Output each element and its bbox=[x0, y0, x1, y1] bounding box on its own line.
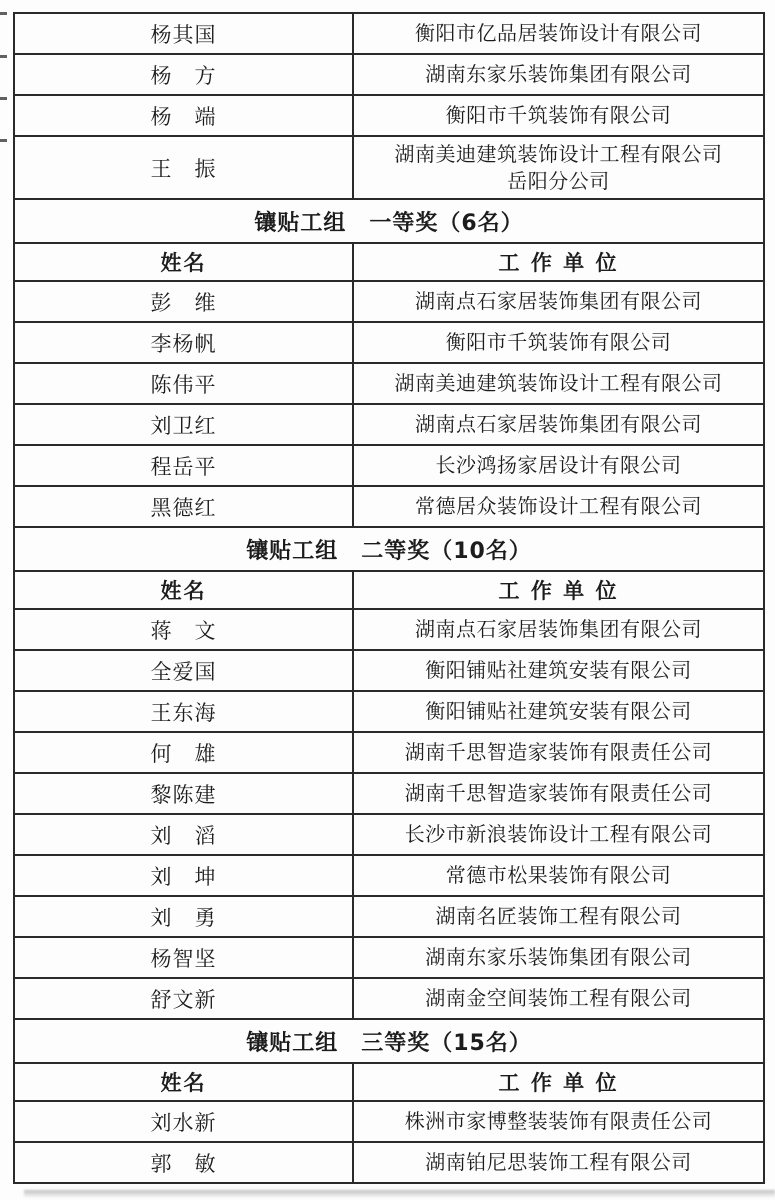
unit-line: 衡阳市千筑装饰有限公司 bbox=[445, 330, 672, 354]
table-row bbox=[14, 322, 764, 363]
table-row bbox=[14, 54, 764, 95]
table-row bbox=[14, 1142, 764, 1183]
column-header-row bbox=[14, 1063, 764, 1101]
unit-line: 湖南点石家居装饰集团有限公司 bbox=[415, 412, 702, 436]
unit-cell bbox=[353, 609, 764, 650]
unit-line: 常德居众装饰设计工程有限公司 bbox=[415, 494, 702, 518]
unit-cell bbox=[353, 95, 764, 136]
unit-line: 衡阳铺贴社建筑安装有限公司 bbox=[425, 658, 692, 682]
table-row bbox=[14, 445, 764, 486]
name-cell: 程岳平 bbox=[14, 445, 353, 486]
column-header-unit: 工 作 单 位 bbox=[353, 571, 764, 609]
name-cell: 杨其国 bbox=[14, 13, 353, 54]
section-title-cell: 镶贴工组 一等奖（6名） bbox=[14, 199, 764, 243]
name-cell: 陈伟平 bbox=[14, 363, 353, 404]
unit-line: 湖南铂尼思装饰工程有限公司 bbox=[425, 1150, 692, 1174]
unit-cell bbox=[353, 691, 764, 732]
unit-cell bbox=[353, 281, 764, 322]
column-header-name: 姓名 bbox=[14, 243, 353, 281]
award-table-body bbox=[14, 13, 764, 1183]
name-cell: 刘卫红 bbox=[14, 404, 353, 445]
unit-cell bbox=[353, 1101, 764, 1142]
table-row bbox=[14, 609, 764, 650]
name-cell: 郭 敏 bbox=[14, 1142, 353, 1183]
unit-cell bbox=[353, 136, 764, 199]
unit-line: 常德市松果装饰有限公司 bbox=[445, 863, 672, 887]
name-cell: 全爱国 bbox=[14, 650, 353, 691]
name-cell: 蒋 文 bbox=[14, 609, 353, 650]
table-row bbox=[14, 13, 764, 54]
unit-line: 湖南美迪建筑装饰设计工程有限公司 bbox=[394, 141, 723, 166]
unit-line: 湖南名匠装饰工程有限公司 bbox=[435, 904, 682, 928]
unit-cell bbox=[353, 486, 764, 527]
unit-cell bbox=[353, 896, 764, 937]
name-cell: 黑德红 bbox=[14, 486, 353, 527]
award-winners-table bbox=[13, 12, 765, 1184]
name-cell: 舒文新 bbox=[14, 978, 353, 1019]
unit-cell bbox=[353, 937, 764, 978]
unit-cell bbox=[353, 855, 764, 896]
column-header-row bbox=[14, 571, 764, 609]
unit-cell bbox=[353, 54, 764, 95]
name-cell: 刘 坤 bbox=[14, 855, 353, 896]
table-row bbox=[14, 732, 764, 773]
unit-cell bbox=[353, 13, 764, 54]
unit-line: 衡阳铺贴社建筑安装有限公司 bbox=[425, 699, 692, 723]
table-row bbox=[14, 773, 764, 814]
section-row bbox=[14, 527, 764, 571]
unit-line: 长沙市新浪装饰设计工程有限公司 bbox=[404, 822, 713, 846]
table-row bbox=[14, 978, 764, 1019]
unit-line: 岳阳分公司 bbox=[507, 168, 610, 193]
unit-cell bbox=[353, 773, 764, 814]
unit-cell bbox=[353, 814, 764, 855]
table-row bbox=[14, 691, 764, 732]
section-title-cell: 镶贴工组 二等奖（10名） bbox=[14, 527, 764, 571]
table-row bbox=[14, 281, 764, 322]
name-cell: 何 雄 bbox=[14, 732, 353, 773]
column-header-unit: 工 作 单 位 bbox=[353, 243, 764, 281]
column-header-name: 姓名 bbox=[14, 1063, 353, 1101]
column-header-unit: 工 作 单 位 bbox=[353, 1063, 764, 1101]
unit-line: 株洲市家博整装装饰有限责任公司 bbox=[404, 1109, 713, 1133]
unit-line: 湖南千思智造家装饰有限责任公司 bbox=[404, 781, 713, 805]
page-bottom-shadow bbox=[24, 1190, 775, 1198]
unit-line: 湖南美迪建筑装饰设计工程有限公司 bbox=[394, 371, 723, 395]
unit-cell bbox=[353, 1142, 764, 1183]
scan-edge-mark bbox=[0, 12, 7, 15]
unit-cell bbox=[353, 404, 764, 445]
column-header-name: 姓名 bbox=[14, 571, 353, 609]
unit-cell bbox=[353, 445, 764, 486]
name-cell: 刘 滔 bbox=[14, 814, 353, 855]
scan-edge-mark bbox=[0, 55, 7, 58]
unit-line: 湖南点石家居装饰集团有限公司 bbox=[415, 617, 702, 641]
name-cell: 彭 维 bbox=[14, 281, 353, 322]
section-title-cell: 镶贴工组 三等奖（15名） bbox=[14, 1019, 764, 1063]
unit-cell bbox=[353, 978, 764, 1019]
unit-line: 衡阳市亿品居装饰设计有限公司 bbox=[415, 21, 702, 45]
name-cell: 黎陈建 bbox=[14, 773, 353, 814]
scan-edge-mark bbox=[0, 139, 7, 142]
unit-line: 湖南点石家居装饰集团有限公司 bbox=[415, 289, 702, 313]
table-row bbox=[14, 1101, 764, 1142]
table-row bbox=[14, 95, 764, 136]
table-row bbox=[14, 650, 764, 691]
table-row bbox=[14, 136, 764, 199]
table-row bbox=[14, 486, 764, 527]
table-row bbox=[14, 363, 764, 404]
unit-line: 湖南东家乐装饰集团有限公司 bbox=[425, 945, 692, 969]
name-cell: 杨 端 bbox=[14, 95, 353, 136]
unit-line: 湖南东家乐装饰集团有限公司 bbox=[425, 62, 692, 86]
name-cell: 王东海 bbox=[14, 691, 353, 732]
unit-line: 长沙鸿扬家居设计有限公司 bbox=[435, 453, 682, 477]
table-row bbox=[14, 814, 764, 855]
name-cell: 刘水新 bbox=[14, 1101, 353, 1142]
unit-line: 衡阳市千筑装饰有限公司 bbox=[445, 103, 672, 127]
column-header-row bbox=[14, 243, 764, 281]
name-cell: 杨智坚 bbox=[14, 937, 353, 978]
name-cell: 李杨帆 bbox=[14, 322, 353, 363]
unit-line: 湖南金空间装饰工程有限公司 bbox=[425, 986, 692, 1010]
name-cell: 刘 勇 bbox=[14, 896, 353, 937]
table-row bbox=[14, 937, 764, 978]
table-row bbox=[14, 404, 764, 445]
unit-line: 湖南千思智造家装饰有限责任公司 bbox=[404, 740, 713, 764]
unit-cell bbox=[353, 732, 764, 773]
section-row bbox=[14, 199, 764, 243]
unit-cell bbox=[353, 650, 764, 691]
name-cell: 王 振 bbox=[14, 136, 353, 199]
table-row bbox=[14, 896, 764, 937]
section-row bbox=[14, 1019, 764, 1063]
unit-cell bbox=[353, 363, 764, 404]
table-row bbox=[14, 855, 764, 896]
unit-cell bbox=[353, 322, 764, 363]
scan-edge-mark bbox=[0, 97, 7, 100]
name-cell: 杨 方 bbox=[14, 54, 353, 95]
